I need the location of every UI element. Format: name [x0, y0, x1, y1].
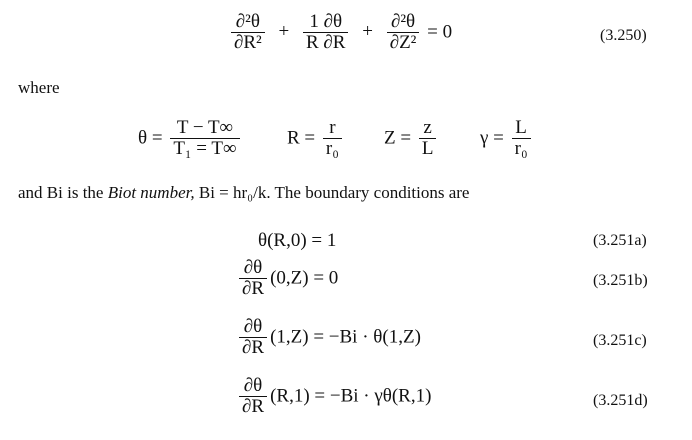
Z-fraction [419, 118, 437, 160]
denominator: r₀ [323, 138, 342, 160]
fraction-d2theta-dR2 [231, 12, 265, 54]
numerator: ∂θ [243, 316, 263, 337]
equation-rhs: = 0 [427, 21, 453, 43]
Z-lhs: Z = [384, 127, 412, 149]
equation-number-3-251a: (3.251a) [593, 232, 647, 249]
fraction-d2theta-dZ2 [387, 12, 420, 54]
denominator: T₁ = T∞ [170, 138, 239, 160]
numerator: z [423, 117, 432, 138]
equation-number-3-250: (3.250) [600, 27, 647, 44]
boundary-condition-d [236, 376, 431, 418]
denominator: ∂Z² [387, 32, 420, 54]
numerator: r [329, 117, 336, 138]
sentence-part2: Bi = hr₀/k. The boundary conditions are [194, 183, 470, 202]
denominator: ∂R² [231, 32, 265, 54]
biot-number-sentence [18, 183, 469, 203]
denominator: ∂R [239, 396, 267, 418]
definition-Z [384, 118, 439, 160]
R-fraction [323, 118, 342, 160]
numerator: 1 ∂θ [309, 11, 343, 32]
denominator: ∂R [239, 278, 267, 300]
numerator: ∂²θ [235, 11, 260, 32]
denominator: L [419, 138, 437, 160]
theta-lhs: θ = [138, 127, 163, 149]
definition-theta [138, 118, 243, 160]
boundary-condition-a: θ(R,0) = 1 [258, 230, 337, 251]
boundary-condition-c [236, 317, 421, 359]
bc-d-rhs: (R,1) = −Bi · γθ(R,1) [270, 385, 432, 407]
gamma-fraction [512, 118, 531, 160]
denominator: r₀ [512, 138, 531, 160]
dtheta-dR-fraction [239, 317, 267, 359]
fraction-1-over-R-dtheta-dR [303, 12, 348, 54]
equation-number-3-251c: (3.251c) [593, 332, 647, 349]
gamma-lhs: γ = [480, 127, 504, 149]
numerator: ∂²θ [390, 11, 416, 32]
definition-R [287, 118, 345, 160]
bc-b-rhs: (0,Z) = 0 [270, 267, 339, 289]
denominator: R ∂R [303, 32, 348, 54]
numerator: ∂θ [243, 375, 263, 396]
numerator: T − T∞ [176, 117, 234, 138]
sentence-part1: and Bi is the [18, 183, 108, 202]
dtheta-dR-fraction [239, 376, 267, 418]
plus-sign: + [362, 21, 373, 43]
numerator: L [515, 117, 527, 138]
bc-c-rhs: (1,Z) = −Bi · θ(1,Z) [270, 326, 421, 348]
equation-number-3-251d: (3.251d) [593, 392, 648, 409]
biot-number-term: Biot number, [107, 183, 195, 202]
plus-sign: + [278, 21, 290, 43]
denominator: ∂R [239, 337, 267, 359]
boundary-condition-b [236, 258, 338, 300]
definition-gamma [480, 118, 534, 160]
R-lhs: R = [287, 127, 316, 149]
equation-3-250 [228, 12, 452, 54]
theta-fraction [170, 118, 239, 160]
numerator: ∂θ [243, 257, 263, 278]
dtheta-dR-fraction [239, 258, 267, 300]
where-text: where [18, 78, 60, 97]
equation-number-3-251b: (3.251b) [593, 272, 648, 289]
